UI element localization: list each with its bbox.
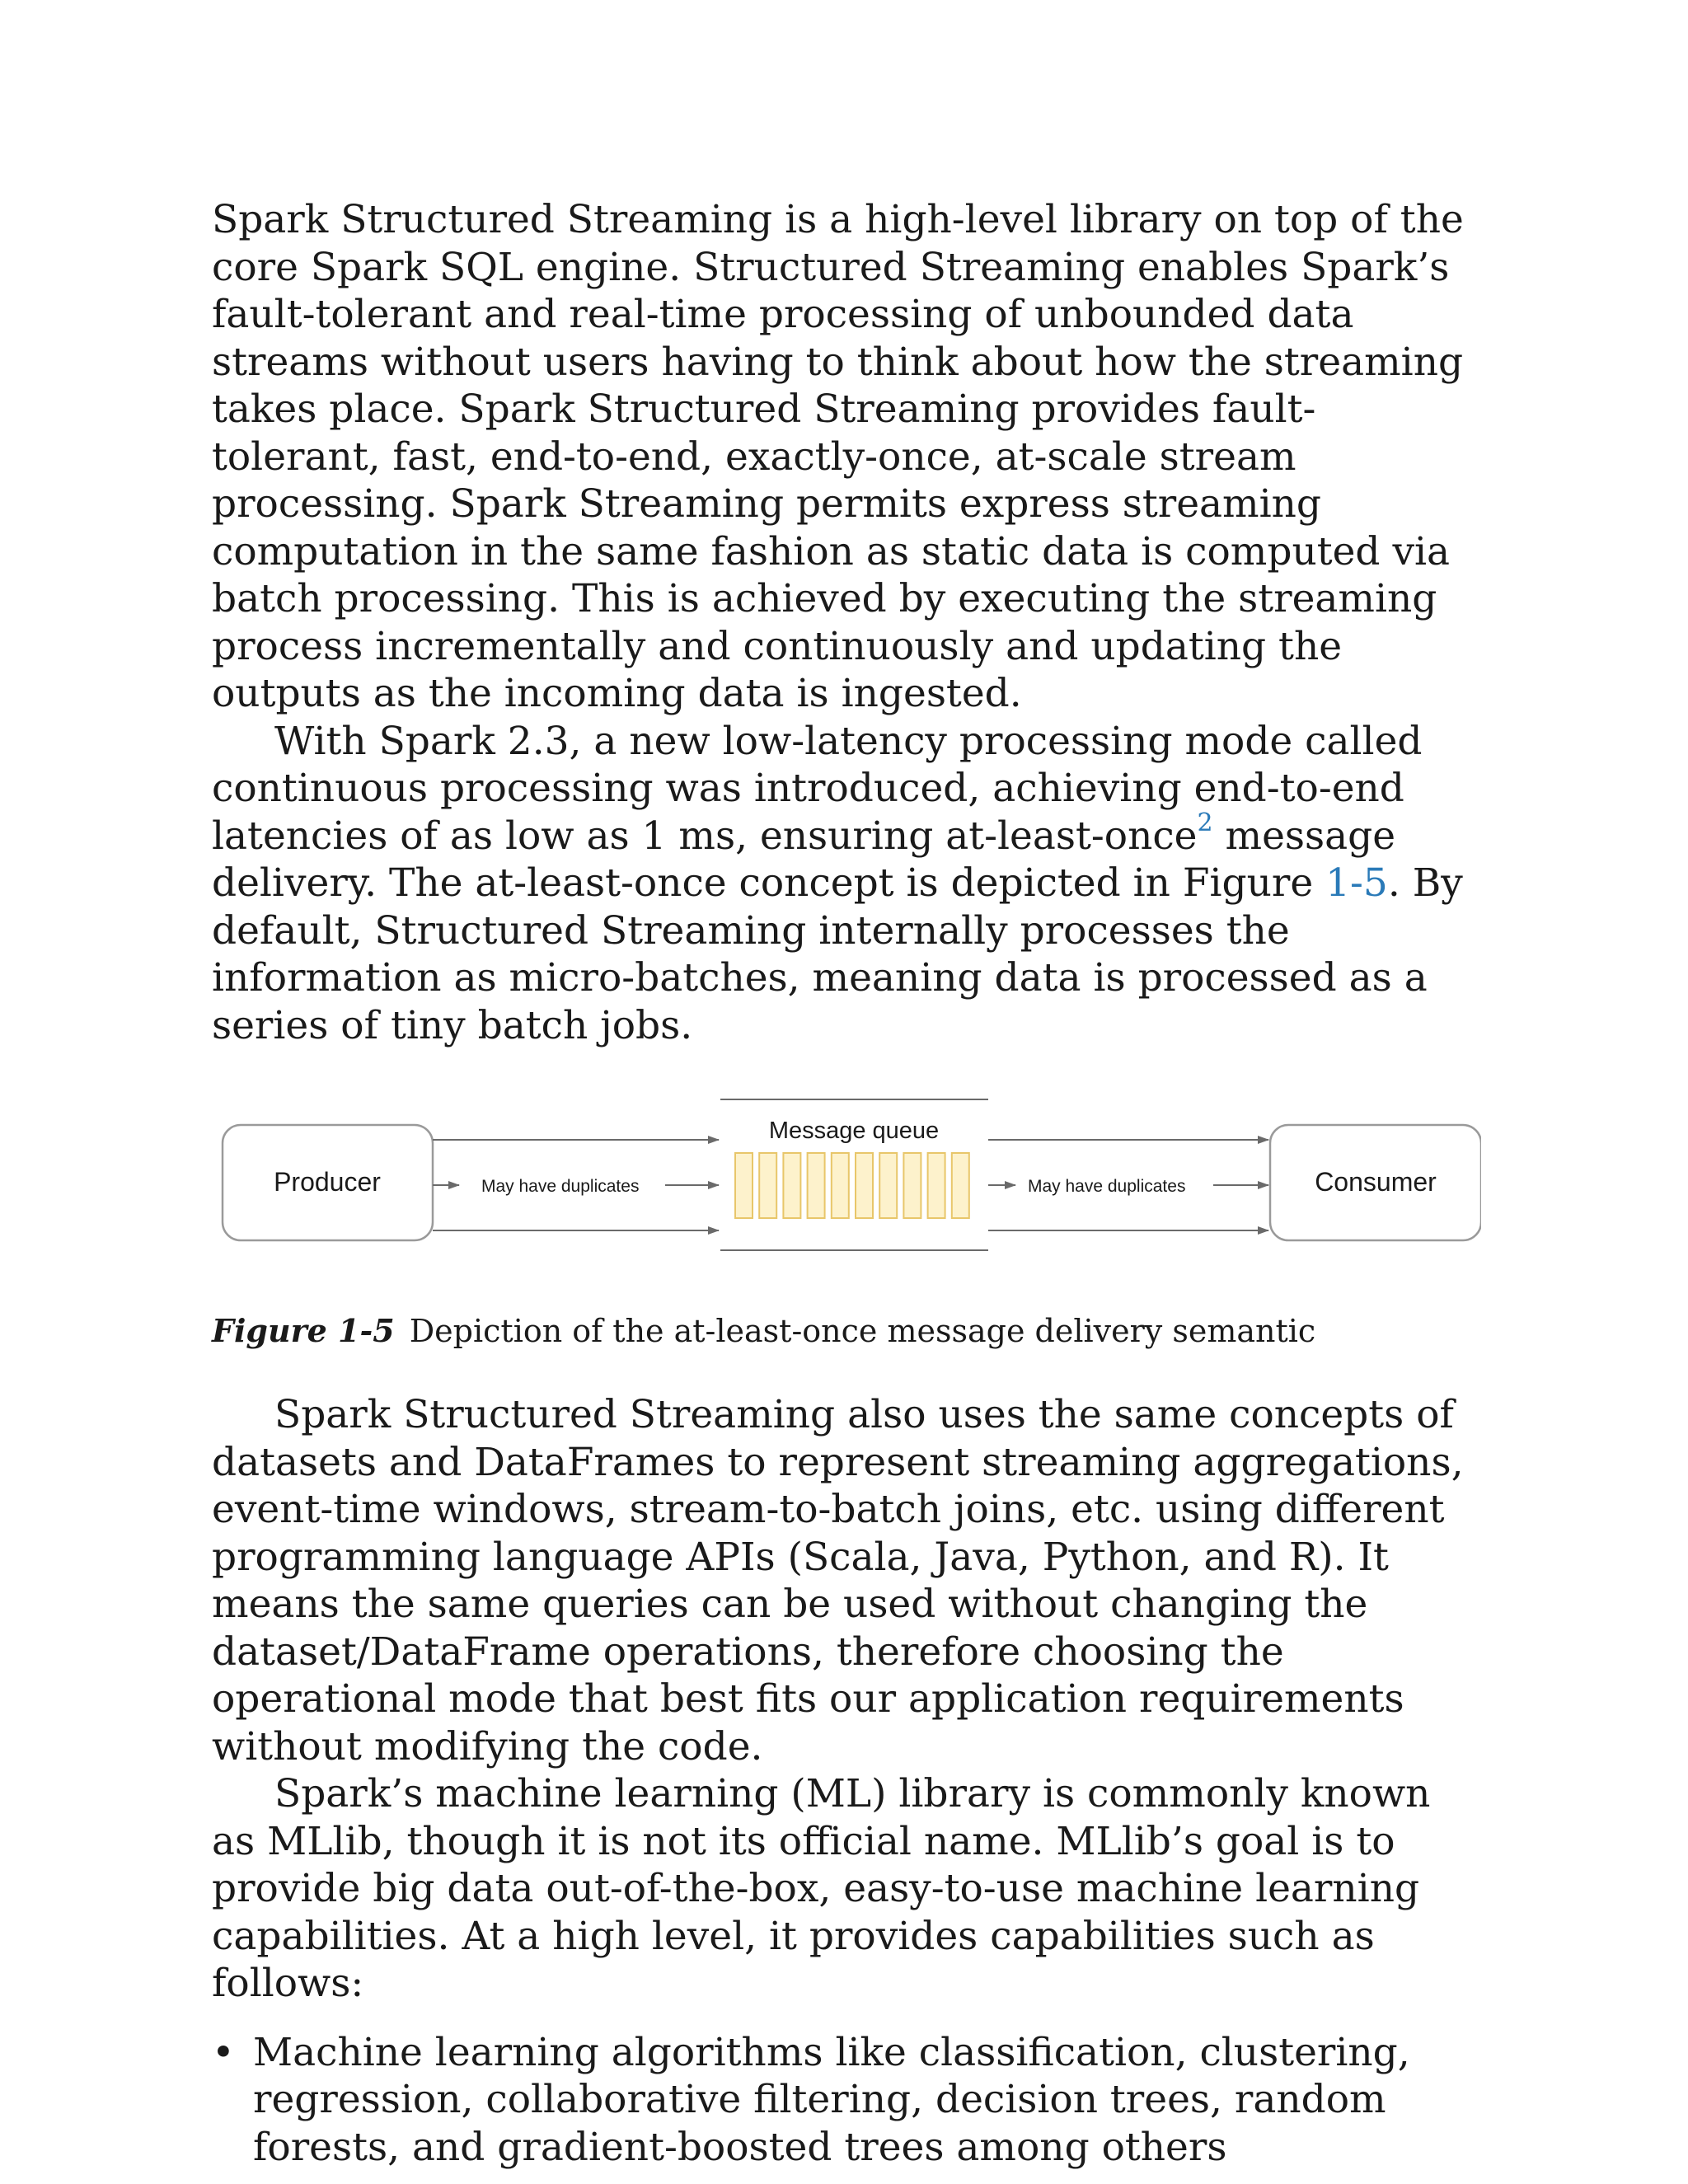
paragraph-continuous-processing bbox=[212, 718, 1481, 1050]
figure-number: Figure 1-5 bbox=[212, 1312, 395, 1349]
arrow-label-left: May have duplicates bbox=[481, 1177, 640, 1196]
queue-message-cell bbox=[903, 1153, 921, 1218]
queue-label: Message queue bbox=[768, 1118, 940, 1144]
producer-label: Producer bbox=[274, 1167, 381, 1197]
queue-message-cell bbox=[808, 1153, 825, 1218]
figure-caption bbox=[212, 1312, 1481, 1350]
queue-message-cell bbox=[783, 1153, 800, 1218]
diagram-canvas bbox=[212, 1092, 1481, 1294]
queue-message-cell bbox=[928, 1153, 945, 1218]
page-content bbox=[212, 196, 1481, 2171]
paragraph-text-part: message delivery. The at-least-once concept is depicted in Figure bbox=[212, 813, 1396, 906]
paragraph-structured-streaming-intro: Spark Structured Streaming is a high-level library on top of the core Spark SQL engine. Structured Streaming enables Spark’s fault-tolerant and real-time processing of unbounded data streams without users having to think about how the streaming takes place. Spark Structured Streaming provides fault-tolerant, fast, end-to-end, exactly-once, at-scale stream processing. Spark Streaming permits express streaming computation in the same fashion as static data is computed via batch processing. This is achieved by executing the streaming process incrementally and continuously and updating the outputs as the incoming data is ingested. bbox=[212, 197, 1464, 716]
queue-message-cell bbox=[735, 1153, 753, 1218]
capabilities-list bbox=[212, 2029, 1481, 2172]
queue-message-cell bbox=[759, 1153, 776, 1218]
paragraph-datasets-dataframes: Spark Structured Streaming also uses the same concepts of datasets and DataFrames to represent streaming aggregations, event-time windows, stream-to-batch joins, etc. using different programming language APIs (Scala, Java, Python, and R). It means the same queries can be used without changing the dataset/DataFrame operations, therefore choosing the operational mode that best fits our application requirements without modifying the code. bbox=[212, 1392, 1464, 1769]
bullet-icon: • bbox=[212, 2029, 235, 2075]
figure-caption-text: Depiction of the at-least-once message delivery semantic bbox=[409, 1313, 1316, 1349]
arrow-label-right: May have duplicates bbox=[1028, 1177, 1186, 1196]
paragraph-mllib: Spark’s machine learning (ML) library is commonly known as MLlib, though it is not its official name. MLlib’s goal is to provide big data out-of-the-box, easy-to-use machine learning capabilities. At a high level, it provides capabilities such as follows: bbox=[212, 1771, 1431, 2006]
figure-message-delivery-diagram bbox=[212, 1092, 1481, 1294]
paragraph-text-part: With Spark 2.3, a new low-latency processing mode called continuous processing was introduced, achieving end-to-end latencies of as low as 1 ms, ensuring at-least-once bbox=[212, 718, 1423, 859]
queue-message-cell bbox=[856, 1153, 873, 1218]
paragraph-text-part: . By default, Structured Streaming internally processes the information as micro-batches, meaning data is processed as a series of tiny batch jobs. bbox=[212, 860, 1463, 1048]
queue-message-cell bbox=[879, 1153, 897, 1218]
queue-cells bbox=[735, 1153, 969, 1218]
consumer-label: Consumer bbox=[1315, 1167, 1437, 1197]
queue-message-cell bbox=[952, 1153, 969, 1218]
list-item-text: Machine learning algorithms like classification, clustering, regression, collaborative filtering, decision trees, random forests, and gradient-boosted trees among others bbox=[253, 2029, 1410, 2170]
queue-message-cell bbox=[832, 1153, 849, 1218]
figure-cross-reference-link[interactable]: 1-5 bbox=[1325, 860, 1388, 906]
footnote-reference[interactable]: 2 bbox=[1197, 808, 1213, 837]
list-item bbox=[212, 2029, 1481, 2172]
